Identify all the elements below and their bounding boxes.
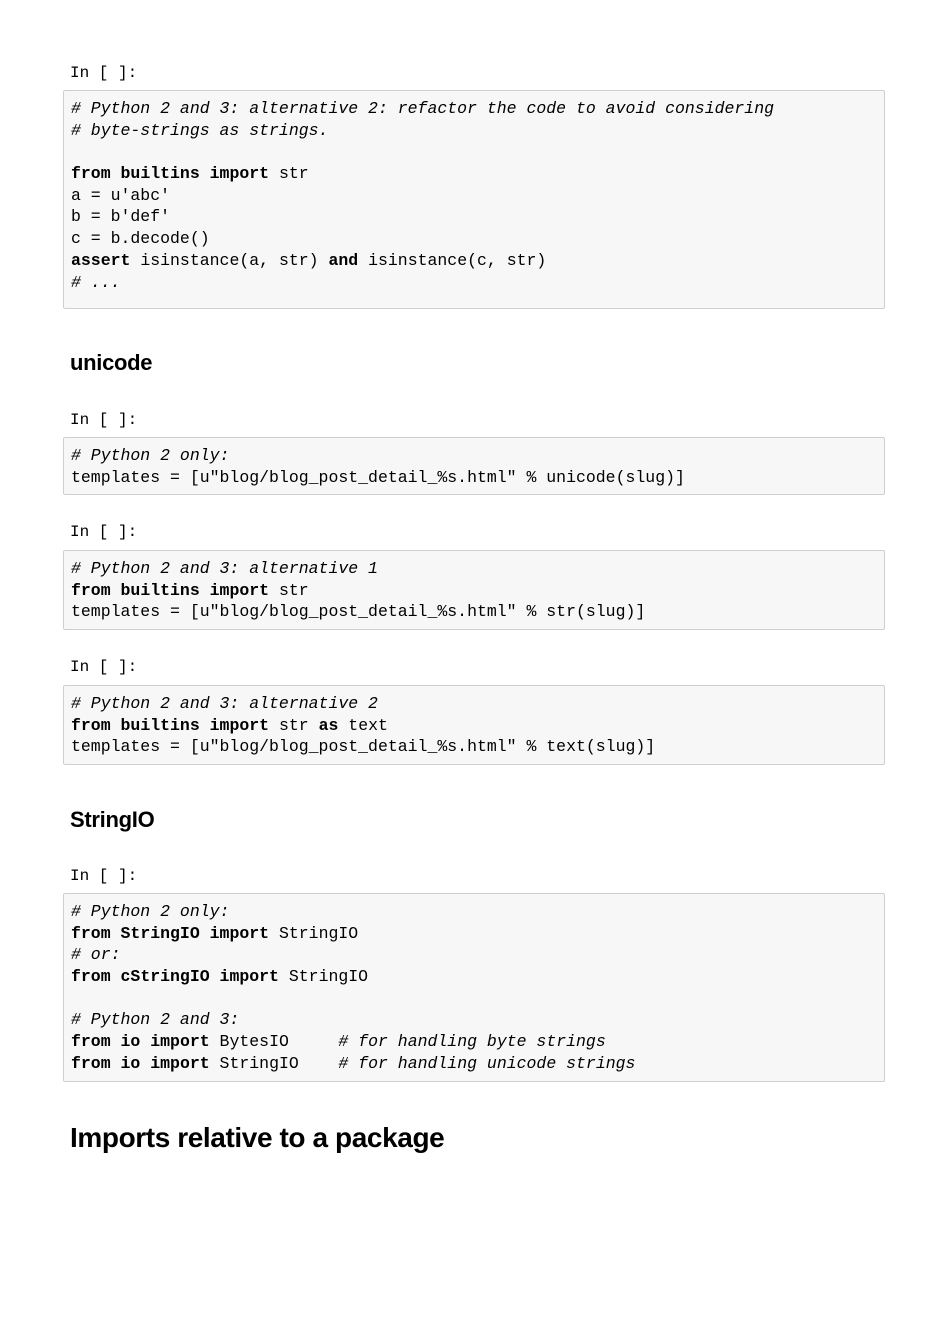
code-keyword: and bbox=[328, 250, 359, 270]
cell-prompt: In [ ]: bbox=[70, 411, 138, 429]
code-text: str bbox=[269, 164, 309, 184]
code-comment: # Python 2 and 3: alternative 2: refactor the code to avoid considering bbox=[71, 99, 775, 118]
code-comment: # Python 2 and 3: alternative 1 bbox=[71, 559, 378, 578]
code-line bbox=[71, 1009, 877, 1031]
code-text bbox=[111, 581, 121, 600]
code-keyword: import bbox=[209, 923, 270, 943]
code-line bbox=[71, 141, 877, 163]
code-keyword: builtins bbox=[120, 164, 200, 184]
code-text: c = b.decode() bbox=[71, 229, 210, 249]
code-keyword: import bbox=[209, 164, 270, 184]
section-heading-stringio: StringIO bbox=[70, 807, 155, 832]
code-text bbox=[111, 1054, 121, 1073]
cell-prompt: In [ ]: bbox=[70, 867, 138, 885]
code-keyword: from bbox=[71, 1053, 111, 1073]
code-line bbox=[71, 944, 877, 966]
code-keyword: builtins bbox=[120, 580, 200, 600]
code-keyword: import bbox=[209, 580, 270, 600]
code-text bbox=[111, 967, 121, 986]
code-line bbox=[71, 163, 877, 185]
cell-prompt: In [ ]: bbox=[70, 64, 138, 82]
code-keyword: from bbox=[71, 967, 111, 987]
code-text bbox=[140, 1054, 150, 1073]
code-text: BytesIO bbox=[209, 1032, 339, 1052]
code-line bbox=[71, 601, 877, 623]
code-line bbox=[71, 98, 877, 120]
code-text: text bbox=[338, 715, 388, 735]
code-keyword: from bbox=[71, 580, 111, 600]
code-line bbox=[71, 1031, 877, 1053]
section-heading-unicode: unicode bbox=[70, 350, 153, 375]
code-cell[interactable] bbox=[63, 437, 885, 495]
code-keyword: as bbox=[318, 715, 339, 735]
code-text bbox=[111, 924, 121, 943]
code-text bbox=[140, 1032, 150, 1051]
code-text: templates = [u"blog/blog_post_detail_%s.html" % unicode(slug)] bbox=[71, 467, 685, 487]
code-comment: # Python 2 only: bbox=[71, 902, 230, 921]
code-comment: # ... bbox=[71, 272, 121, 292]
code-line bbox=[71, 715, 877, 737]
code-text: isinstance(a, str) bbox=[130, 250, 329, 270]
code-text: a = u'abc' bbox=[71, 185, 171, 205]
code-cell[interactable] bbox=[63, 893, 885, 1082]
code-text: StringIO bbox=[278, 967, 369, 987]
code-keyword: StringIO bbox=[120, 923, 200, 943]
code-text: isinstance(c, str) bbox=[358, 250, 547, 270]
code-line bbox=[71, 228, 877, 250]
code-line bbox=[71, 558, 877, 580]
code-line bbox=[71, 901, 877, 923]
code-line bbox=[71, 580, 877, 602]
code-comment: # for handling byte strings bbox=[338, 1032, 606, 1052]
code-keyword: builtins bbox=[120, 715, 200, 735]
code-line bbox=[71, 120, 877, 142]
code-comment: # Python 2 only: bbox=[71, 446, 230, 465]
code-keyword: import bbox=[150, 1032, 210, 1052]
code-keyword: io bbox=[120, 1032, 141, 1052]
code-line bbox=[71, 467, 877, 489]
code-line bbox=[71, 693, 877, 715]
code-comment: # or: bbox=[71, 945, 121, 965]
code-text bbox=[111, 164, 121, 183]
code-text bbox=[111, 716, 121, 735]
code-text bbox=[200, 164, 210, 183]
code-line bbox=[71, 206, 877, 228]
code-line bbox=[71, 445, 877, 467]
code-keyword: import bbox=[209, 715, 270, 735]
code-line bbox=[71, 1053, 877, 1075]
code-keyword: io bbox=[120, 1053, 141, 1073]
code-line bbox=[71, 185, 877, 207]
code-text: templates = [u"blog/blog_post_detail_%s.html" % text(slug)] bbox=[71, 737, 656, 757]
code-line bbox=[71, 736, 877, 758]
cell-prompt: In [ ]: bbox=[70, 658, 138, 676]
code-text: StringIO bbox=[209, 1053, 339, 1073]
code-keyword: from bbox=[71, 1032, 111, 1052]
code-keyword: cStringIO bbox=[120, 967, 210, 987]
code-comment: # Python 2 and 3: alternative 2 bbox=[71, 694, 378, 713]
code-text: StringIO bbox=[269, 923, 359, 943]
code-line bbox=[71, 250, 877, 272]
code-keyword: import bbox=[219, 967, 279, 987]
code-comment: # Python 2 and 3: bbox=[71, 1010, 240, 1030]
code-text: templates = [u"blog/blog_post_detail_%s.html" % str(slug)] bbox=[71, 602, 646, 622]
code-comment: # for handling unicode strings bbox=[338, 1053, 636, 1073]
code-text: b = b'def' bbox=[71, 207, 171, 227]
section-heading-imports-relative: Imports relative to a package bbox=[70, 1122, 445, 1153]
code-line bbox=[71, 966, 877, 988]
code-keyword: from bbox=[71, 164, 111, 184]
code-cell[interactable] bbox=[63, 550, 885, 630]
code-comment: # byte-strings as strings. bbox=[71, 120, 329, 140]
code-keyword: assert bbox=[71, 250, 131, 270]
code-keyword: from bbox=[71, 923, 111, 943]
code-text: str bbox=[269, 580, 309, 600]
code-text: str bbox=[269, 715, 319, 735]
code-line bbox=[71, 923, 877, 945]
code-line bbox=[71, 988, 877, 1010]
code-text bbox=[200, 716, 210, 735]
code-cell[interactable] bbox=[63, 685, 885, 765]
code-keyword: import bbox=[150, 1053, 210, 1073]
code-text bbox=[200, 924, 210, 943]
code-text bbox=[210, 967, 220, 986]
code-cell[interactable] bbox=[63, 90, 885, 309]
code-text bbox=[111, 1032, 121, 1051]
cell-prompt: In [ ]: bbox=[70, 523, 138, 541]
code-line bbox=[71, 272, 877, 294]
code-text bbox=[200, 581, 210, 600]
code-keyword: from bbox=[71, 715, 111, 735]
